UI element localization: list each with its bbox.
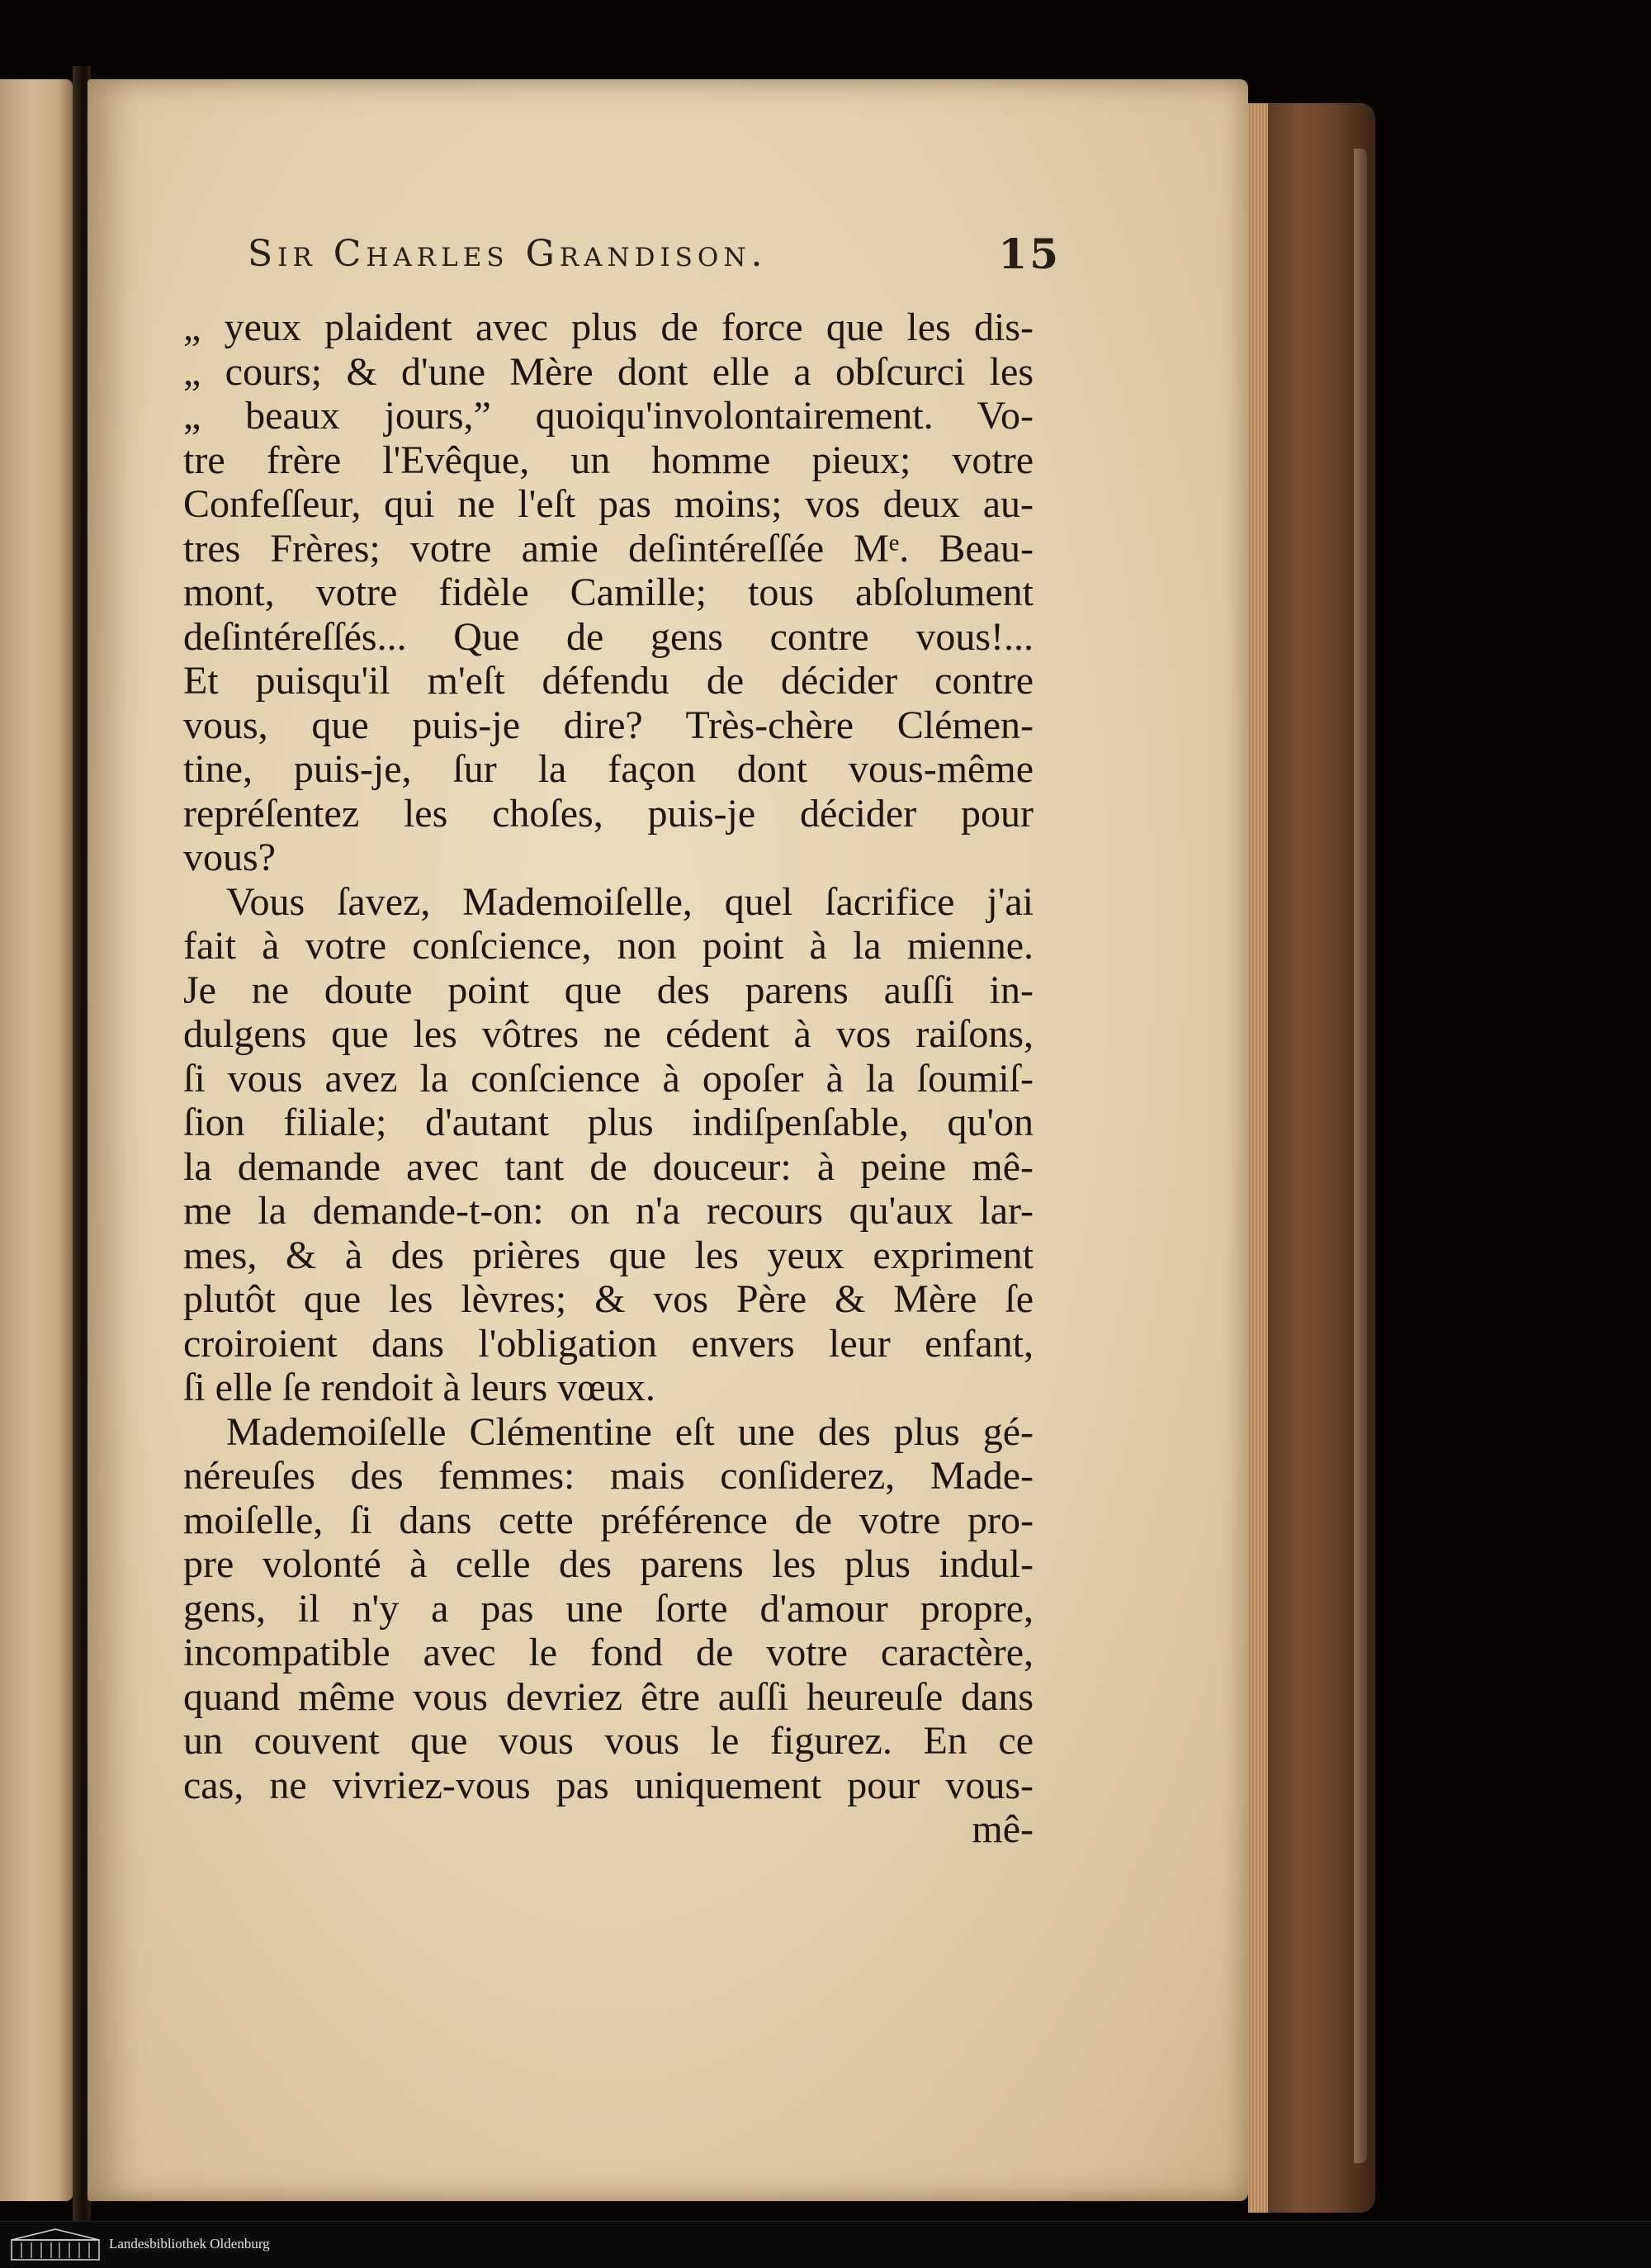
left-page-edge (0, 79, 73, 2201)
text-line: Vous ſavez, Mademoiſelle, quel ſacrifice j'ai (226, 879, 1034, 924)
text-line: mont, votre fidèle Camille; tous abſolument (183, 571, 1034, 614)
library-building-icon (10, 2227, 101, 2261)
cover-edge (1354, 149, 1367, 2163)
text-line: ſion filiale; d'autant plus indiſpenſable, qu'on (183, 1101, 1034, 1144)
text-line: quand même vous devriez être auſſi heureuſe dans (183, 1674, 1034, 1719)
running-head (248, 230, 1061, 299)
viewer-footer (0, 2221, 1651, 2268)
text-line: pre volonté à celle des parens les plus indul- (183, 1542, 1034, 1586)
text-line: repréſentez les choſes, puis-je décider pour (183, 791, 1034, 836)
text-line: croiroient dans l'obligation envers leur enfant, (183, 1321, 1034, 1366)
text-line: „ beaux jours,” quoiqu'involontairement. Vo- (183, 394, 1034, 438)
text-line: me la demande-t-on: on n'a recours qu'aux lar- (183, 1189, 1034, 1233)
text-line: „ cours; & d'une Mère dont elle a obſcurci les (183, 349, 1034, 394)
text-line: deſintéreſſés... Que de gens contre vous!... (183, 614, 1034, 659)
text-line: Je ne doute point que des parens auſſi in- (183, 968, 1034, 1012)
text-line: fait à votre conſcience, non point à la mienne. (183, 924, 1034, 968)
text-line: ſi elle ſe rendoit à leurs vœux. (183, 1366, 655, 1409)
text-line: Mademoiſelle Clémentine eſt une des plus gé- (226, 1409, 1034, 1454)
catchword: mê- (972, 1807, 1034, 1851)
text-line: la demande avec tant de douceur: à peine mê- (183, 1144, 1034, 1189)
text-line: Et puisqu'il m'eſt défendu de décider contre (183, 659, 1034, 703)
text-line: ſi vous avez la conſcience à opoſer à la ſoumiſ- (183, 1056, 1034, 1101)
text-line: un couvent que vous vous le figurez. En ce (183, 1719, 1034, 1763)
library-name: Landesbibliothek Oldenburg (109, 2236, 270, 2251)
page-number: 15 (998, 230, 1061, 278)
text-line: vous? (183, 836, 276, 879)
text-line: incompatible avec le fond de votre caractère, (183, 1631, 1034, 1674)
text-line: vous, que puis-je dire? Très-chère Clémen- (183, 703, 1034, 747)
text-line: tine, puis-je, ſur la façon dont vous-même (183, 747, 1034, 791)
text-line: plutôt que les lèvres; & vos Père & Mère ſe (183, 1277, 1034, 1321)
text-line: tres Frères; votre amie deſintéreſſée Mᵉ. Beau- (183, 526, 1034, 571)
running-title: Sir Charles Grandison. (248, 233, 768, 275)
text-line: gens, il n'y a pas une ſorte d'amour propre, (183, 1586, 1034, 1631)
text-line: mes, & à des prières que les yeux expriment (183, 1233, 1034, 1277)
text-line: „ yeux plaident avec plus de force que les dis- (183, 305, 1034, 349)
text-line: moiſelle, ſi dans cette préférence de votre pro- (183, 1498, 1034, 1542)
text-line: néreuſes des femmes: mais conſiderez, Made- (183, 1454, 1034, 1498)
text-line: Confeſſeur, qui ne l'eſt pas moins; vos deux au- (183, 482, 1034, 526)
page-text (183, 305, 1034, 1852)
text-line: dulgens que les vôtres ne cédent à vos raiſons, (183, 1012, 1034, 1056)
text-line: cas, ne vivriez-vous pas uniquement pour vous- (183, 1763, 1034, 1807)
page-block-edges (1248, 103, 1270, 2213)
text-line: tre frère l'Evêque, un homme pieux; votre (183, 438, 1034, 482)
